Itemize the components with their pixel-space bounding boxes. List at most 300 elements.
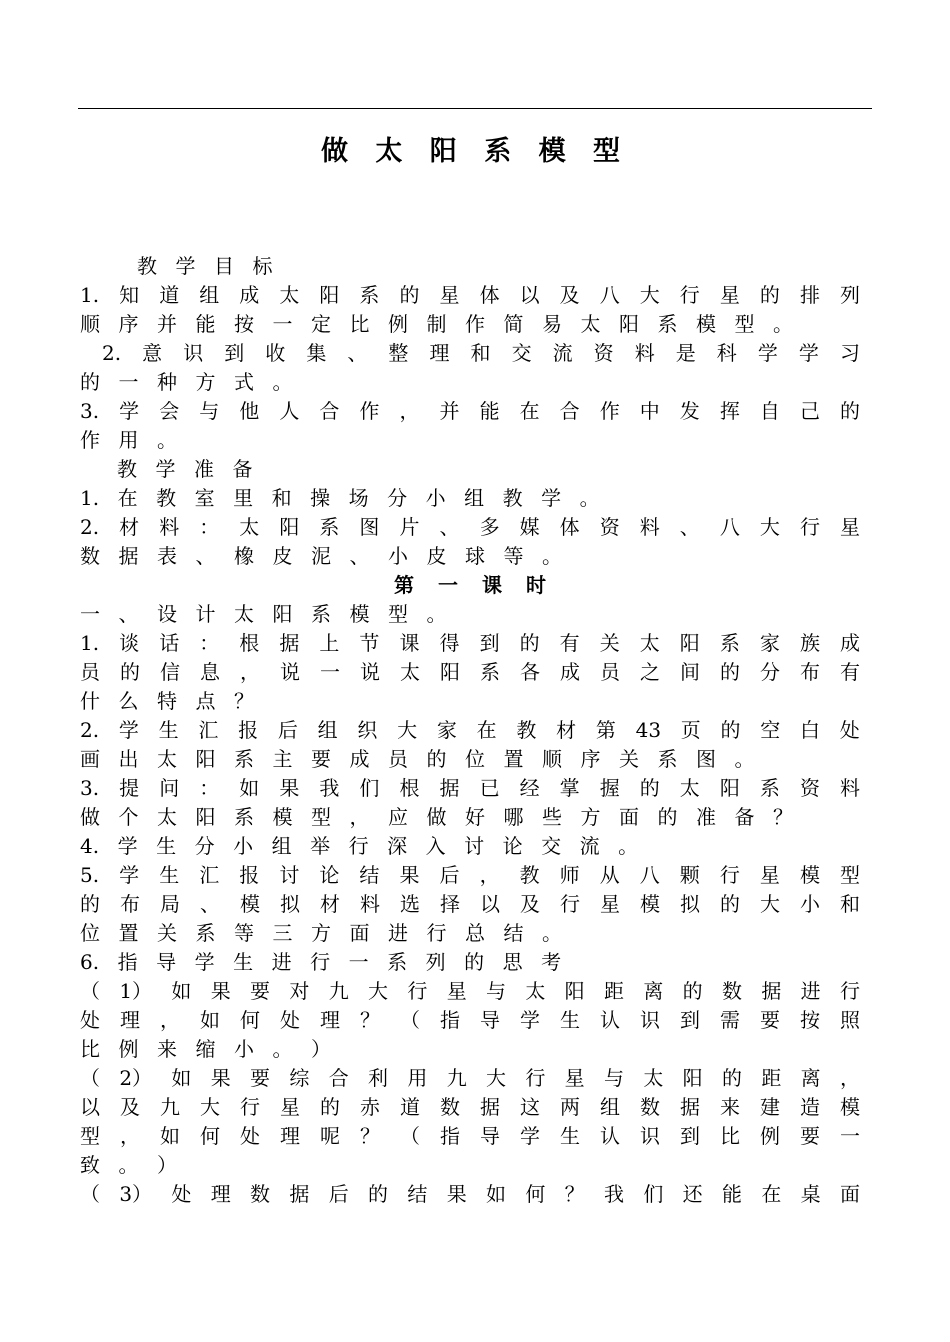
glyph: 信	[160, 660, 180, 684]
glyph: 行	[799, 515, 820, 539]
glyph: 系	[234, 805, 254, 829]
glyph: ？	[773, 805, 793, 829]
glyph: 说	[280, 660, 300, 684]
glyph: 处	[80, 1008, 100, 1032]
glyph: 太	[279, 283, 300, 307]
text-line	[80, 803, 860, 832]
text-line	[80, 948, 860, 977]
glyph: 图	[696, 747, 716, 771]
glyph: 发	[679, 399, 700, 423]
glyph: 大	[486, 1066, 507, 1090]
glyph: 等	[503, 544, 524, 568]
glyph: 阳	[679, 631, 700, 655]
glyph: 布	[800, 660, 820, 684]
glyph: 局	[160, 892, 180, 916]
glyph: 何	[525, 1182, 546, 1206]
glyph: 面	[619, 805, 639, 829]
glyph: 思	[502, 950, 523, 974]
glyph: 。	[542, 544, 562, 568]
glyph: 的	[519, 631, 540, 655]
glyph: 一	[320, 660, 340, 684]
glyph: 作	[80, 428, 100, 452]
glyph: （	[400, 1008, 420, 1032]
glyph: 要	[250, 1066, 271, 1090]
text-line	[80, 861, 860, 890]
glyph: 1）	[119, 979, 153, 1003]
glyph: 理	[429, 341, 450, 365]
glyph: 学	[117, 834, 138, 858]
glyph: 组	[199, 283, 220, 307]
glyph: 何	[200, 1124, 220, 1148]
text-line	[80, 542, 860, 571]
glyph: 位	[80, 921, 100, 945]
glyph: 生	[158, 718, 179, 742]
glyph: 定	[311, 312, 331, 336]
glyph: 话	[159, 631, 180, 655]
glyph: 系	[759, 776, 780, 800]
glyph: 媒	[519, 515, 540, 539]
glyph: 组	[271, 834, 292, 858]
glyph: 的	[320, 1095, 340, 1119]
glyph: 简	[503, 312, 524, 336]
glyph: 结	[407, 1182, 428, 1206]
glyph: 3）	[119, 1182, 153, 1206]
glyph: 据	[439, 776, 460, 800]
glyph: 比	[720, 1124, 740, 1148]
glyph: 准	[194, 457, 214, 481]
glyph: 如	[171, 979, 192, 1003]
glyph: （	[80, 1182, 100, 1206]
glyph: 阳	[682, 1066, 703, 1090]
glyph: 的	[682, 979, 703, 1003]
glyph: 空	[760, 718, 781, 742]
glyph: 造	[800, 1095, 820, 1119]
glyph: 收	[265, 341, 286, 365]
glyph: 星	[564, 1066, 585, 1090]
glyph: 操	[310, 486, 331, 510]
glyph: 后	[439, 863, 460, 887]
glyph: 教	[156, 486, 177, 510]
glyph: 系	[657, 747, 678, 771]
glyph: 报	[238, 718, 259, 742]
glyph: 阳	[719, 776, 740, 800]
glyph: 利	[368, 1066, 389, 1090]
glyph: 布	[120, 892, 140, 916]
glyph: 这	[520, 1095, 540, 1119]
glyph: 顺	[80, 312, 100, 336]
glyph: 以	[480, 892, 500, 916]
glyph: ：	[199, 515, 220, 539]
glyph: 家	[759, 631, 780, 655]
glyph: 并	[157, 312, 177, 336]
glyph: 。	[734, 747, 755, 771]
glyph: 。	[118, 1153, 139, 1177]
glyph: 据	[118, 544, 139, 568]
glyph: 挥	[719, 399, 740, 423]
glyph: 么	[118, 689, 139, 713]
text-line	[80, 252, 860, 281]
glyph: 的	[80, 370, 100, 394]
glyph: 选	[400, 892, 420, 916]
glyph: 上	[319, 631, 340, 655]
glyph: 43	[635, 718, 662, 742]
glyph: 何	[240, 1008, 260, 1032]
glyph: 合	[328, 1066, 349, 1090]
glyph: 用	[118, 428, 139, 452]
glyph: 到	[479, 631, 500, 655]
glyph: 星	[600, 892, 620, 916]
glyph: 置	[503, 747, 524, 771]
glyph: 体	[559, 515, 580, 539]
glyph: ：	[199, 776, 220, 800]
glyph: 料	[360, 892, 380, 916]
text-line	[80, 600, 860, 629]
glyph: 果	[399, 863, 420, 887]
glyph: 离	[800, 1066, 821, 1090]
glyph: 根	[399, 776, 420, 800]
glyph: 论	[502, 834, 523, 858]
glyph: 3.	[80, 776, 100, 800]
glyph: 。	[773, 312, 793, 336]
glyph: 作	[599, 399, 620, 423]
glyph: 的	[399, 283, 420, 307]
glyph: 一	[840, 1124, 860, 1148]
glyph: 以	[519, 283, 540, 307]
glyph: 做	[426, 805, 447, 829]
glyph: 讨	[464, 834, 485, 858]
glyph: 系	[319, 515, 340, 539]
glyph: 在	[761, 1182, 782, 1206]
glyph: 离	[643, 979, 664, 1003]
glyph: 位	[465, 747, 485, 771]
glyph: 教	[137, 254, 157, 278]
text-line	[80, 977, 860, 1006]
glyph: 导	[480, 1008, 500, 1032]
glyph: 系	[311, 602, 331, 626]
glyph: 之	[640, 660, 660, 684]
text-line	[80, 1093, 860, 1122]
glyph: 学	[520, 1124, 540, 1148]
glyph: 模	[840, 1095, 860, 1119]
glyph: 多	[479, 515, 500, 539]
glyph: 的	[464, 950, 485, 974]
glyph: 大	[200, 1095, 220, 1119]
glyph: 材	[556, 718, 577, 742]
glyph: 和	[840, 892, 860, 916]
glyph: 小	[233, 834, 254, 858]
text-line	[80, 745, 860, 774]
header-rule	[78, 108, 872, 109]
glyph: 与	[604, 1066, 624, 1090]
glyph: 学	[155, 457, 176, 481]
glyph: 白	[800, 718, 821, 742]
glyph: 系	[719, 631, 740, 655]
glyph: 大	[639, 283, 660, 307]
glyph: 流	[552, 341, 573, 365]
document-title: 做 太 阳 系 模 型	[321, 136, 629, 167]
glyph: 关	[599, 631, 620, 655]
glyph: （	[80, 1066, 100, 1090]
glyph: ，	[240, 660, 260, 684]
glyph: 排	[799, 283, 820, 307]
glyph: 认	[600, 1124, 620, 1148]
glyph: 的	[80, 892, 100, 916]
glyph: 据	[680, 1095, 700, 1119]
glyph: 处	[240, 1124, 260, 1148]
glyph: 皮	[426, 544, 447, 568]
glyph: 织	[357, 718, 378, 742]
glyph: 作	[359, 399, 380, 423]
glyph: 数	[80, 544, 100, 568]
glyph: 星	[759, 863, 780, 887]
glyph: 入	[425, 834, 446, 858]
text-line	[80, 1064, 860, 1093]
glyph: 两	[560, 1095, 580, 1119]
glyph: 学	[757, 341, 778, 365]
glyph: 型	[80, 1124, 100, 1148]
glyph: 道	[159, 283, 180, 307]
glyph: 学	[798, 341, 819, 365]
glyph: 料	[634, 341, 655, 365]
glyph: 料	[639, 515, 660, 539]
glyph: 需	[720, 1008, 740, 1032]
glyph: 种	[157, 370, 177, 394]
glyph: 行	[679, 283, 700, 307]
glyph: 交	[541, 834, 562, 858]
glyph: 的	[721, 1066, 742, 1090]
glyph: 教	[502, 486, 523, 510]
glyph: 大	[368, 979, 389, 1003]
glyph: 。	[157, 428, 177, 452]
glyph: 距	[761, 1066, 782, 1090]
glyph: 行	[240, 1095, 260, 1119]
glyph: 模	[272, 805, 293, 829]
glyph: 教	[519, 863, 540, 887]
glyph: 阳	[195, 747, 216, 771]
glyph: 、	[118, 602, 139, 626]
glyph: 到	[680, 1008, 700, 1032]
glyph: 太	[580, 312, 601, 336]
glyph: 置	[118, 921, 139, 945]
glyph: 组	[464, 486, 485, 510]
glyph: 点	[195, 689, 216, 713]
glyph: 节	[359, 631, 380, 655]
glyph: 深	[387, 834, 408, 858]
text-line	[80, 716, 860, 745]
glyph: 。	[272, 370, 293, 394]
glyph: 一	[438, 573, 458, 597]
glyph: 如	[239, 776, 260, 800]
glyph: 还	[682, 1182, 703, 1206]
glyph: 九	[328, 979, 349, 1003]
text-line	[80, 1180, 860, 1209]
glyph: 个	[118, 805, 139, 829]
document-body	[80, 252, 860, 1209]
section-heading	[80, 571, 860, 600]
glyph: 阳	[440, 660, 460, 684]
glyph: 1.	[80, 283, 100, 307]
glyph: 能	[721, 1182, 742, 1206]
glyph: 些	[542, 805, 562, 829]
text-line	[80, 484, 860, 513]
glyph: ）	[157, 1153, 177, 1177]
glyph: 行	[310, 950, 331, 974]
glyph: 系	[359, 283, 380, 307]
glyph: 型	[388, 602, 408, 626]
glyph: 果	[279, 776, 300, 800]
glyph: 道	[400, 1095, 420, 1119]
glyph: 认	[600, 1008, 620, 1032]
glyph: 球	[465, 544, 485, 568]
glyph: 并	[439, 399, 460, 423]
glyph: 交	[511, 341, 532, 365]
glyph: 主	[272, 747, 293, 771]
glyph: 标	[252, 254, 273, 278]
glyph: ，	[839, 1066, 860, 1090]
glyph: 到	[224, 341, 245, 365]
glyph: 顺	[542, 747, 562, 771]
glyph: 阳	[195, 805, 216, 829]
glyph: 流	[579, 834, 600, 858]
text-line	[80, 455, 860, 484]
glyph: 小	[800, 892, 820, 916]
glyph: 型	[839, 863, 860, 887]
glyph: 好	[465, 805, 485, 829]
text-line	[80, 426, 860, 455]
glyph: 得	[439, 631, 460, 655]
glyph: 理	[280, 1124, 300, 1148]
glyph: 式	[234, 370, 254, 394]
glyph: 的	[368, 1182, 389, 1206]
glyph: 、	[349, 544, 370, 568]
glyph: 模	[349, 602, 370, 626]
glyph: ，	[120, 1124, 140, 1148]
glyph: 一	[118, 370, 139, 394]
glyph: 缩	[195, 1037, 216, 1061]
glyph: 后	[277, 718, 298, 742]
glyph: 哪	[503, 805, 524, 829]
glyph: 理	[210, 1182, 231, 1206]
glyph: ？	[234, 689, 254, 713]
glyph: 如	[171, 1066, 192, 1090]
glyph: 教	[516, 718, 537, 742]
glyph: 学	[194, 950, 215, 974]
glyph: 画	[80, 747, 100, 771]
glyph: 要	[760, 1008, 780, 1032]
glyph: 指	[440, 1124, 460, 1148]
glyph: 据	[480, 1095, 500, 1119]
glyph: 处	[171, 1182, 192, 1206]
text-line	[80, 1122, 860, 1151]
glyph: 组	[600, 1095, 620, 1119]
glyph: 识	[640, 1124, 660, 1148]
glyph: 目	[214, 254, 234, 278]
glyph: 、	[347, 341, 368, 365]
glyph: 的	[657, 805, 678, 829]
glyph: 页	[680, 718, 701, 742]
glyph: 有	[840, 660, 860, 684]
glyph: 如	[486, 1182, 507, 1206]
glyph: 成	[560, 660, 580, 684]
glyph: 。	[579, 486, 600, 510]
glyph: 综	[289, 1066, 310, 1090]
glyph: 生	[560, 1008, 580, 1032]
glyph: 作	[465, 312, 485, 336]
glyph: 总	[465, 921, 485, 945]
glyph: 场	[348, 486, 369, 510]
glyph: 比	[80, 1037, 100, 1061]
glyph: 学	[541, 486, 562, 510]
glyph: 表	[157, 544, 177, 568]
glyph: 分	[194, 834, 215, 858]
glyph: 人	[279, 399, 300, 423]
glyph: 数	[640, 1095, 660, 1119]
glyph: 大	[397, 718, 418, 742]
glyph: 星	[719, 283, 740, 307]
glyph: 系	[657, 312, 678, 336]
glyph: 合	[319, 399, 340, 423]
glyph: 数	[440, 1095, 460, 1119]
glyph: 理	[320, 1008, 340, 1032]
glyph: 中	[639, 399, 660, 423]
glyph: 课	[399, 631, 420, 655]
glyph: 的	[720, 892, 740, 916]
glyph: 阳	[272, 602, 293, 626]
glyph: 、	[439, 515, 460, 539]
glyph: 用	[407, 1066, 428, 1090]
glyph: 桌	[800, 1182, 821, 1206]
glyph: 资	[599, 515, 620, 539]
glyph: ，	[479, 863, 500, 887]
glyph: 导	[156, 950, 177, 974]
glyph: 小	[388, 544, 408, 568]
glyph: 照	[840, 1008, 860, 1032]
glyph: 要	[311, 747, 331, 771]
glyph: 来	[720, 1095, 740, 1119]
glyph: 果	[210, 979, 231, 1003]
glyph: 。	[542, 921, 562, 945]
glyph: 泥	[311, 544, 331, 568]
glyph: 面	[839, 1182, 860, 1206]
glyph: 太	[234, 602, 254, 626]
glyph: 据	[279, 631, 300, 655]
glyph: 提	[119, 776, 140, 800]
glyph: 分	[760, 660, 780, 684]
text-line	[80, 1151, 860, 1180]
glyph: 。	[618, 834, 639, 858]
glyph: 片	[399, 515, 420, 539]
text-line	[80, 658, 860, 687]
glyph: 例	[118, 1037, 139, 1061]
text-line	[80, 832, 860, 861]
glyph: 。	[426, 602, 447, 626]
glyph: 太	[400, 660, 420, 684]
glyph: 6.	[80, 950, 100, 974]
glyph: 拟	[680, 892, 700, 916]
glyph: 太	[643, 1066, 664, 1090]
glyph: 时	[526, 573, 546, 597]
glyph: 掌	[559, 776, 580, 800]
glyph: 行	[719, 863, 740, 887]
glyph: 按	[234, 312, 254, 336]
glyph: 列	[425, 950, 446, 974]
glyph: 教	[117, 457, 137, 481]
glyph: 八	[599, 283, 620, 307]
glyph: 列	[839, 283, 860, 307]
glyph: 三	[272, 921, 293, 945]
glyph: 行	[839, 979, 860, 1003]
glyph: 模	[240, 892, 260, 916]
